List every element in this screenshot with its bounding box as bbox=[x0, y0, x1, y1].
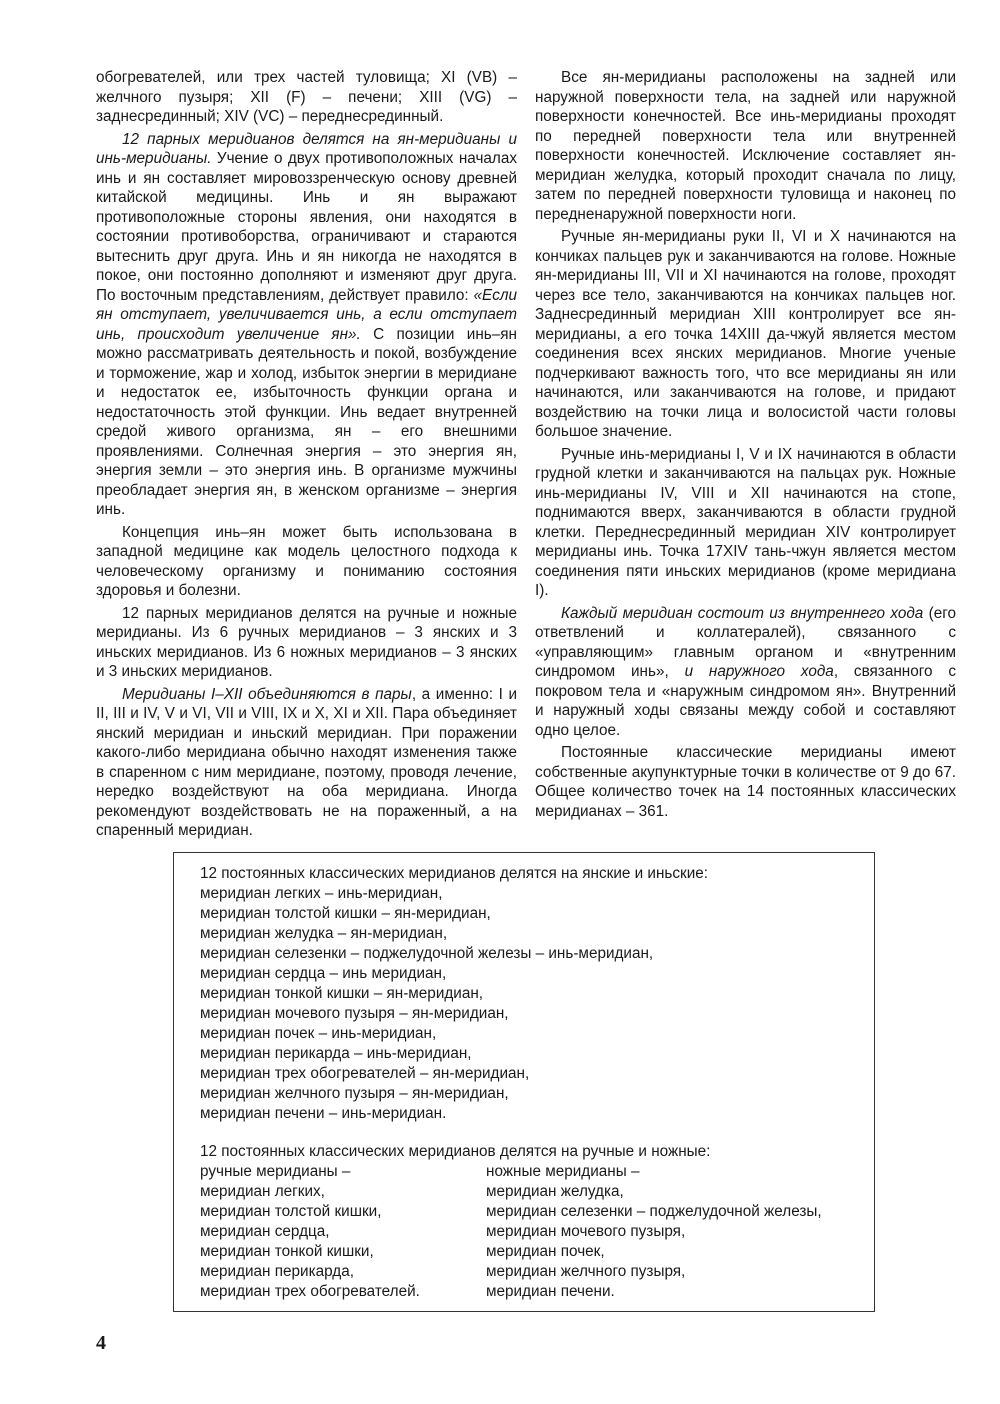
pairs-heading: Меридианы I–XII объединяются в пары bbox=[122, 685, 412, 703]
yin-yang-list-item: меридиан желчного пузыря – ян-меридиан, bbox=[200, 1085, 509, 1102]
left-paragraph-2 bbox=[96, 130, 517, 520]
yin-yang-list-item: меридиан толстой кишки – ян-меридиан, bbox=[200, 905, 491, 922]
outer-course-text: , связанного с покровом тела и «наружным синдромом ян». Внутренний и наружный ходы связаны между собой и составляют одно целое. bbox=[535, 663, 956, 739]
page-number: 4 bbox=[96, 1332, 106, 1354]
yin-yang-list-item: меридиан трех обогревателей – ян-меридиан, bbox=[200, 1065, 530, 1082]
left-paragraph-3: Концепция инь–ян может быть использована в западной медицине как модель целостного подхода к человеческому организму и пониманию состояния здоровья и болезни. bbox=[96, 523, 517, 599]
hand-meridian-item: ручные меридианы – bbox=[200, 1163, 351, 1180]
hand-meridian-item: меридиан перикарда, bbox=[200, 1263, 354, 1280]
right-paragraph-1: Все ян-меридианы расположены на задней или наружной поверхности тела, на задней или наружной поверхности конечностей. Все инь-меридианы проходят по передней поверхности тела или внутренней поверхности конечностей. Исключение составляет ян-меридиан желудка, который проходит сначала по лицу, затем по передней поверхности туловища и наконец по передненаружной поверхности ноги. bbox=[535, 69, 956, 223]
yin-yang-list-item: меридиан легких – инь-меридиан, bbox=[200, 885, 443, 902]
yin-yang-list-item: меридиан почек – инь-меридиан, bbox=[200, 1025, 437, 1042]
yin-yang-division-heading: 12 парных меридианов делятся на ян-меридианы и инь-меридианы. bbox=[96, 130, 517, 167]
yin-yang-text-b: С позиции инь–ян можно рассматривать деятельность и покой, возбуждение и торможение, жар и холод, избыток энергии в меридиане и недостаток ее, избыточность функции органа и недостаточность этой функции. Инь ведает внутренней средой живого организма, ян – его внешними проявлениями. Солнечная энергия – это энергия ян, энергия земли – это энергия инь. В организме мужчины преобладает энергия ян, в женском организме – энергия инь. bbox=[96, 325, 518, 518]
pairs-text: , а именно: I и II, III и IV, V и VI, VII и VIII, IX и X, XI и XII. Пара объединяет янский меридиан и иньский меридиан. При поражении какого-либо меридиана обычно находят изменения также в спаренном с ним меридиане, поэтому, проводя лечение, нередко воздействуют на оба меридиана. Иногда рекомендуют воздействовать не на пораженный, а на спаренный меридиан. bbox=[96, 685, 517, 839]
yin-yang-text-a: Учение о двух противоположных началах инь и ян составляет мировоззренческую основу древней китайской медицины. Инь и ян выражают противоположные стороны явления, они находятся в состоянии противоборства, ограничивают и стараются вытеснить друг друга. Инь и ян никогда не находятся в покое, они постоянно дополняют и изменяют друг друга. По восточным представлениям, действует правило: bbox=[96, 150, 517, 304]
inner-course-heading: Каждый меридиан состоит из внутреннего хода bbox=[561, 604, 924, 622]
yin-yang-list-item: меридиан печени – инь-меридиан. bbox=[200, 1105, 447, 1122]
foot-meridian-item: меридиан желудка, bbox=[486, 1183, 624, 1200]
left-column bbox=[96, 68, 517, 841]
yin-yang-list-item: меридиан перикарда – инь-меридиан, bbox=[200, 1045, 472, 1062]
hand-meridian-item: меридиан сердца, bbox=[200, 1223, 330, 1240]
foot-meridian-item: меридиан селезенки – поджелудочной железы, bbox=[486, 1203, 822, 1220]
yin-yang-list bbox=[200, 884, 850, 1124]
hand-meridian-item: меридиан толстой кишки, bbox=[200, 1203, 382, 1220]
yin-yang-list-item: меридиан сердца – инь меридиан, bbox=[200, 965, 447, 982]
hand-meridian-item: меридиан трех обогревателей. bbox=[200, 1283, 420, 1300]
yin-yang-rule-quote: «Если ян отступает, увеличивается инь, а если отступает инь, происходит увеличение ян». bbox=[96, 286, 517, 343]
inner-course-text: (его ответвлений и коллатералей), связанного с «управляющим» главным органом и «внутренним синдромом инь», bbox=[535, 604, 957, 680]
foot-meridian-item: меридиан печени. bbox=[486, 1283, 615, 1300]
foot-meridian-item: меридиан почек, bbox=[486, 1243, 605, 1260]
meridian-summary-box bbox=[173, 852, 875, 1312]
box-heading-hand-foot: 12 постоянных классических меридианов делятся на ручные и ножные: bbox=[200, 1143, 711, 1160]
foot-meridian-item: меридиан желчного пузыря, bbox=[486, 1263, 686, 1280]
right-column bbox=[535, 68, 956, 821]
left-paragraph-5 bbox=[96, 685, 517, 841]
yin-yang-list-item: меридиан тонкой кишки – ян-меридиан, bbox=[200, 985, 484, 1002]
yin-yang-list-item: меридиан мочевого пузыря – ян-меридиан, bbox=[200, 1005, 509, 1022]
outer-course-heading: и наружного хода bbox=[684, 663, 834, 680]
foot-meridian-item: меридиан мочевого пузыря, bbox=[486, 1223, 686, 1240]
right-paragraph-4 bbox=[535, 604, 956, 741]
right-paragraph-3: Ручные инь-меридианы I, V и IX начинаются в области грудной клетки и заканчиваются на пальцах рук. Ножные инь-меридианы IV, VIII и XII начинаются на стопе, поднимаются вверх, заканчиваются в области грудной клетки. Переднесрединный меридиан XIV контролирует меридианы инь. Точка 17XIV тань-чжун является местом соединения пяти иньских меридианов (кроме меридиана I). bbox=[535, 445, 956, 599]
hand-meridian-item: меридиан легких, bbox=[200, 1183, 325, 1200]
yin-yang-list-item: меридиан селезенки – поджелудочной железы – инь-меридиан, bbox=[200, 945, 654, 962]
yin-yang-list-item: меридиан желудка – ян-меридиан, bbox=[200, 925, 448, 942]
foot-meridian-item: ножные меридианы – bbox=[486, 1163, 640, 1180]
hand-meridian-item: меридиан тонкой кишки, bbox=[200, 1243, 374, 1260]
box-heading-yin-yang: 12 постоянных классических меридианов делятся на янские и иньские: bbox=[200, 865, 709, 882]
left-paragraph-4: 12 парных меридианов делятся на ручные и ножные меридианы. Из 6 ручных меридианов – 3 янских и 3 иньских меридианов. Из 6 ножных меридианов – 3 янских и 3 иньских меридианов. bbox=[96, 604, 517, 680]
foot-meridian-list bbox=[486, 1162, 850, 1302]
left-paragraph-1: обогревателей, или трех частей туловища; XI (VB) – желчного пузыря; XII (F) – печени; XIII (VG) – заднесрединный; XIV (VC) – переднесрединный. bbox=[96, 69, 517, 125]
right-paragraph-5: Постоянные классические меридианы имеют собственные акупунктурные точки в количестве от 9 до 67. Общее количество точек на 14 постоянных классических меридианах – 361. bbox=[535, 744, 956, 820]
hand-meridian-list bbox=[200, 1162, 486, 1302]
hand-foot-columns bbox=[200, 1162, 850, 1302]
right-paragraph-2: Ручные ян-меридианы руки II, VI и X начинаются на кончиках пальцев рук и заканчиваются на голове. Ножные ян-меридианы III, VII и XI начинаются на голове, проходят через все тело, заканчиваются на кончиках пальцев ног. Заднесрединный меридиан XIII контролирует все ян-меридианы, а его точка 14XIII да-чжуй является местом соединения всех янских меридианов. Многие ученые подчеркивают важность того, что все меридианы ян или начинаются, или заканчиваются на голове, и придают воздействию на точки лица и волосистой части головы большое значение. bbox=[535, 228, 956, 440]
